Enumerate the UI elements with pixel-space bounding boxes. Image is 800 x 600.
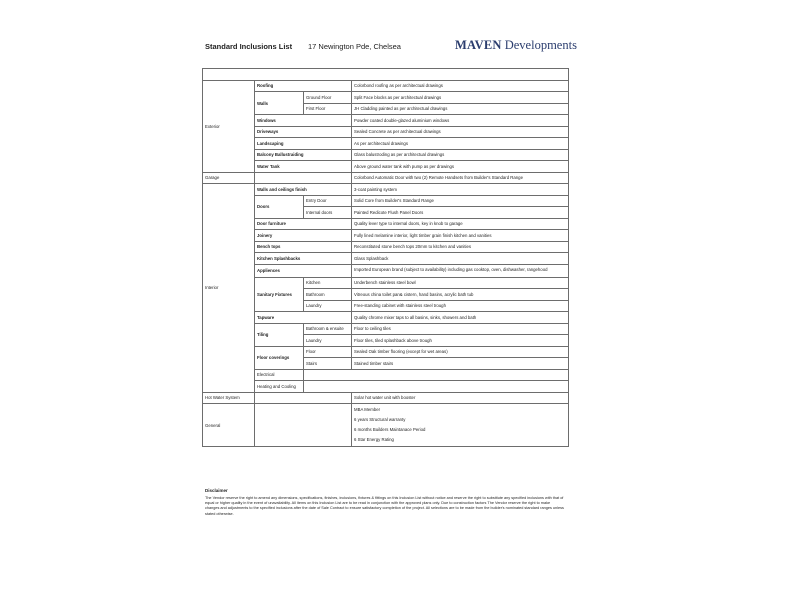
spec-bathroom-ensuite: Floor to ceiling tiles [352, 323, 569, 335]
item-landscaping: Landscaping [255, 138, 352, 150]
spec-bench-tops: Reconstituted stone bench tops 20mm to kitchen and vanities [352, 241, 569, 253]
item-walls: Walls [255, 92, 304, 115]
inclusions-table [202, 68, 569, 447]
category-garage: Garage [203, 172, 255, 184]
table-row [203, 115, 569, 127]
spec-balcony: Glass balustroding as per architectual drawings [352, 149, 569, 161]
sub-bathroom: Bathroom [304, 289, 352, 301]
sub-floor: Floor [304, 346, 352, 358]
item-doors: Doors [255, 195, 304, 218]
sub-ground-floor: Ground Floor [304, 92, 352, 104]
category-interior: Interior [203, 184, 255, 393]
table-row [203, 253, 569, 265]
category-heating-cooling: Heating and Cooling [255, 381, 304, 393]
table-row [203, 346, 569, 358]
brand-name: MAVEN [455, 38, 502, 52]
table-row [203, 195, 569, 207]
table-row [203, 277, 569, 289]
table-row [203, 323, 569, 335]
table-row [203, 172, 569, 184]
table-row [203, 126, 569, 138]
spec-tiling-laundry: Floor tiles, tiled splashback above trough [352, 335, 569, 347]
table-row [203, 404, 569, 447]
sub-bathroom-ensuite: Bathroom & ensuite [304, 323, 352, 335]
spec-roofing: Colorbond roofing as per architectual drawings [352, 80, 569, 92]
spec-landscaping: As per architectual drawings [352, 138, 569, 150]
sub-kitchen: Kitchen [304, 277, 352, 289]
document-title: Standard Inclusions List [205, 42, 293, 51]
spec-general [352, 404, 569, 447]
sub-internal-doors: Internal doors [304, 207, 352, 219]
spec-windows: Powder coated double-glazed aluminium windows [352, 115, 569, 127]
spec-water-tank: Above ground water tank with pump as per drawings [352, 161, 569, 173]
table-row [203, 149, 569, 161]
item-sanitary-fixtures: Sanitary Fixtures [255, 277, 304, 312]
table-row [203, 138, 569, 150]
item-roofing: Roofing [255, 80, 352, 92]
brand-suffix: Developments [501, 38, 577, 52]
table-row [203, 92, 569, 104]
spec-tapware: Quality chrome mixer taps to all basins, sinks, showers and bath [352, 312, 569, 324]
spec-ground-floor: Split Face blocks as per architectual drawings [352, 92, 569, 104]
sub-stairs: Stairs [304, 358, 352, 370]
spec-internal-doors: Painted Redicote Flush Panel Doors [352, 207, 569, 219]
table-row [203, 381, 569, 393]
disclaimer-text: The Vendor reserve the right to amend any dimensions, specifications, finishes, inclusions, fixtures & fittings on this Inclusion List without notice and reserve the right to substitute any specified inclusions with that of equal or higher quality in the event of unavailability. All items on this Inclusion List are to be read in conjunction with the approved plans only. Due to construction factors The Vendor reserve the right to make changes and adjustments to the specified inclusions after the date of Sale Contract to ensure satisfactory completion of the project. All selections are to be made from the builder's nominated standard ranges unless stated otherwise. [205, 496, 564, 516]
sub-tiling-laundry: Laundry [304, 335, 352, 347]
category-electrical: Electrical [255, 369, 304, 381]
category-exterior: Exterior [203, 80, 255, 172]
table-row [203, 230, 569, 242]
spec-door-furniture: Quality lever type to internal doors, key in knob to garage [352, 218, 569, 230]
spec-stairs: Stained timber stairs [352, 358, 569, 370]
spec-hot-water: Solar hot water unit with booster [352, 392, 569, 404]
spec-kitchen-splashbacks: Glass Splashback [352, 253, 569, 265]
item-water-tank: Water Tank [255, 161, 352, 173]
table-row [203, 392, 569, 404]
item-floor-coverings: Floor coverings [255, 346, 304, 369]
item-door-furniture: Door furniture [255, 218, 352, 230]
item-joinery: Joinery [255, 230, 352, 242]
sub-laundry: Laundry [304, 300, 352, 312]
property-address: 17 Newington Pde, Chelsea [308, 42, 401, 51]
spec-bathroom: Vitreous china toilet pan& cistern, hand basins, acrylic bath tub [352, 289, 569, 301]
spec-garage: Colorbond Automatic Door with two (2) Remote Handsets from Builder's Standard Range [352, 172, 569, 184]
spec-appliances: Imported European brand (subject to availability) including gas cooktop, oven, dishwasher, rangehood [352, 264, 569, 277]
table-row [203, 69, 569, 81]
table-row [203, 184, 569, 196]
sub-first-floor: First Floor [304, 103, 352, 115]
table-row [203, 218, 569, 230]
sub-entry-door: Entry Door [304, 195, 352, 207]
general-line: 6 Star Energy Rating [354, 437, 394, 442]
category-general: General [203, 404, 255, 447]
disclaimer-title: Disclaimer [205, 488, 228, 493]
table-row [203, 369, 569, 381]
item-kitchen-splashbacks: Kitchen Splashbacks [255, 253, 352, 265]
category-hot-water: Hot Water System [203, 392, 255, 404]
item-driveways: Driveways [255, 126, 352, 138]
spec-walls-ceilings: 3-coat painting system [352, 184, 569, 196]
spec-first-floor: JH Cladding painted as per architectual drawings [352, 103, 569, 115]
spec-driveways: Sealed Concrete as per architectual drawings [352, 126, 569, 138]
item-appliances: Appliences [255, 264, 352, 277]
table-row [203, 241, 569, 253]
item-tiling: Tiling [255, 323, 304, 346]
spec-entry-door: Solid Core from Builder's Standard Range [352, 195, 569, 207]
brand-logo [455, 38, 577, 53]
table-row [203, 312, 569, 324]
general-line: MBA Member [354, 407, 381, 412]
general-line: 6 months Builders Maintanace Period [354, 427, 426, 432]
general-line: 6 years Structural warranty [354, 417, 406, 422]
item-balcony: Balcony Ballustraiding [255, 149, 352, 161]
spec-kitchen: Underbench stainless steel bowl [352, 277, 569, 289]
table-row [203, 80, 569, 92]
item-walls-ceilings: Walls and ceilings finish [255, 184, 352, 196]
spec-floor: Sealed Oak timber flooring (except for wet areas) [352, 346, 569, 358]
spec-laundry: Free-standing cabinet with stainless steel trough [352, 300, 569, 312]
item-windows: Windows [255, 115, 352, 127]
table-row [203, 264, 569, 277]
spec-joinery: Fully lined melamine interior, light timber grain finish kitchen and vanities [352, 230, 569, 242]
item-tapware: Tapware [255, 312, 352, 324]
table-row [203, 161, 569, 173]
item-bench-tops: Bench tops [255, 241, 352, 253]
